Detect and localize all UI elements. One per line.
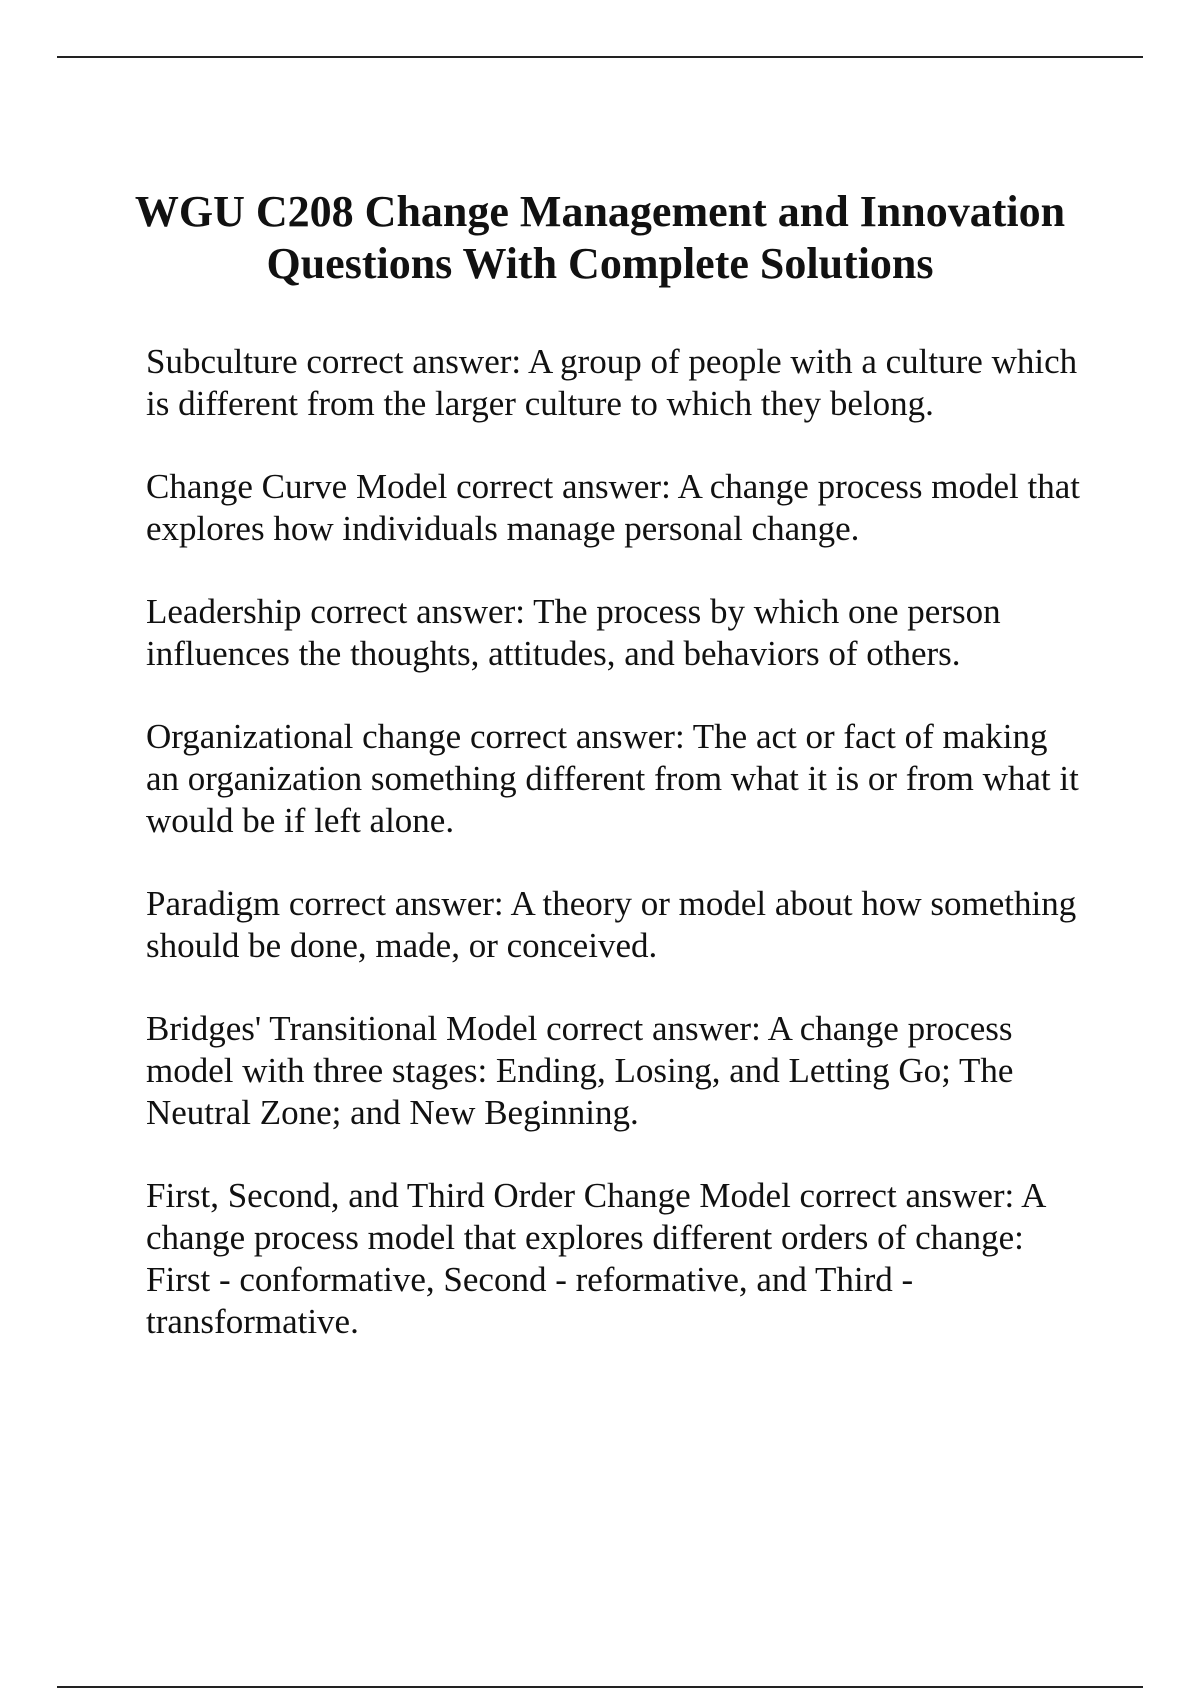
top-rule xyxy=(57,56,1143,58)
qa-list xyxy=(146,341,1086,1384)
bottom-rule xyxy=(57,1686,1143,1688)
qa-entry-subculture: Subculture correct answer: A group of people with a culture which is different from the larger culture to which they belong. xyxy=(146,342,1078,423)
qa-entry-leadership: Leadership correct answer: The process by which one person influences the thoughts, attitudes, and behaviors of others. xyxy=(146,592,1001,673)
qa-entry-paradigm: Paradigm correct answer: A theory or model about how something should be done, made, or conceived. xyxy=(146,884,1077,965)
qa-entry-bridges-transitional-model: Bridges' Transitional Model correct answer: A change process model with three stages: Ending, Losing, and Letting Go; The Neutral Zone; and New Beginning. xyxy=(146,1009,1014,1132)
qa-entry-organizational-change: Organizational change correct answer: The act or fact of making an organization something different from what it is or from what it would be if left alone. xyxy=(146,717,1079,840)
qa-entry-change-curve-model: Change Curve Model correct answer: A change process model that explores how individuals manage personal change. xyxy=(146,467,1081,548)
title-line-1: WGU C208 Change Management and Innovation xyxy=(134,187,1066,236)
title-line-2: Questions With Complete Solutions xyxy=(266,239,934,288)
qa-entry-order-change-model: First, Second, and Third Order Change Model correct answer: A change process model that explores different orders of change: First - conformative, Second - reformative, and Third - transformative. xyxy=(146,1176,1045,1341)
document-title xyxy=(100,186,1100,290)
